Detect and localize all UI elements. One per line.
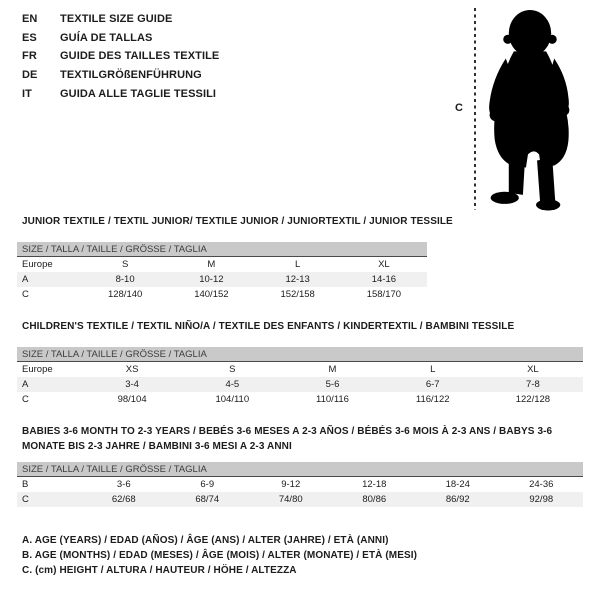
row-label: C — [22, 394, 29, 405]
size-cell: 12-13 — [285, 274, 310, 285]
row-label: A — [22, 379, 29, 390]
size-cell: 14-16 — [371, 274, 397, 285]
size-cell: 80/86 — [362, 494, 387, 505]
language-label: TEXTILE SIZE GUIDE — [60, 13, 173, 26]
size-cell: 6-9 — [200, 479, 215, 490]
size-cell: 74/80 — [278, 494, 303, 505]
size-header-band: SIZE / TALLA / TAILLE / GRÖSSE / TAGLIA — [17, 347, 583, 362]
size-cell: 18-24 — [445, 479, 470, 490]
row-label: Europe — [22, 364, 53, 375]
footnote-b: B. AGE (MONTHS) / EDAD (MESES) / ÂGE (MOIS) / ALTER (MONATE) / ETÀ (MESI) — [22, 550, 418, 561]
language-label: GUIDA ALLE TAGLIE TESSILI — [60, 87, 217, 100]
row-label: B — [22, 479, 29, 490]
size-cell: 158/170 — [366, 289, 402, 300]
language-code: FR — [22, 50, 37, 63]
size-header-band: SIZE / TALLA / TAILLE / GRÖSSE / TAGLIA — [17, 242, 427, 257]
size-cell: XS — [125, 364, 139, 375]
table-row — [17, 272, 427, 287]
language-row-en — [22, 10, 219, 29]
language-code: EN — [22, 13, 38, 26]
size-cell: 104/110 — [215, 394, 250, 405]
size-cell: XL — [378, 259, 390, 270]
language-label: GUIDE DES TAILLES TEXTILE — [60, 50, 220, 63]
size-cell: M — [207, 259, 216, 270]
size-cell: 116/122 — [415, 394, 450, 405]
junior-size-table — [17, 242, 427, 302]
language-code: IT — [22, 87, 32, 100]
footnote-a: A. AGE (YEARS) / EDAD (AÑOS) / ÂGE (ANS) / ALTER (JAHRE) / ETÀ (ANNI) — [22, 535, 389, 546]
language-label: GUÍA DE TALLAS — [60, 31, 153, 44]
language-label: TEXTILGRÖßENFÜHRUNG — [60, 69, 202, 82]
size-cell: 68/74 — [195, 494, 220, 505]
babies-size-table — [17, 462, 583, 507]
table-row — [17, 492, 583, 507]
size-cell: S — [121, 259, 129, 270]
table-row — [17, 477, 583, 492]
size-cell: 62/68 — [111, 494, 136, 505]
size-cell: M — [328, 364, 337, 375]
size-cell: 8-10 — [115, 274, 135, 285]
size-cell: 140/152 — [194, 289, 229, 300]
baby-silhouette-icon — [481, 6, 583, 214]
language-header — [22, 10, 219, 103]
footnote-c: C. (cm) HEIGHT / ALTURA / HAUTEUR / HÖHE / ALTEZZA — [22, 565, 297, 576]
babies-table-title: BABIES 3-6 MONTH TO 2-3 YEARS / BEBÉS 3-6 MESES A 2-3 AÑOS / BÉBÉS 3-6 MOIS À 2-3 ANS / BABYS 3-6 MONATE BIS 2-3 JAHRE / BAMBINI 3-6 MESI A 2-3 ANNI — [22, 426, 553, 452]
children-table-title: CHILDREN'S TEXTILE / TEXTIL NIÑO/A / TEXTILE DES ENFANTS / KINDERTEXTIL / BAMBINI TESSILE — [22, 321, 515, 332]
language-row-es — [22, 29, 219, 48]
size-header-band: SIZE / TALLA / TAILLE / GRÖSSE / TAGLIA — [17, 462, 583, 477]
size-cell: 110/116 — [316, 394, 349, 405]
size-cell: 122/128 — [515, 394, 551, 405]
junior-table-title: JUNIOR TEXTILE / TEXTIL JUNIOR/ TEXTILE JUNIOR / JUNIORTEXTIL / JUNIOR TESSILE — [22, 216, 453, 227]
size-cell: 6-7 — [425, 379, 440, 390]
size-cell: 92/98 — [529, 494, 554, 505]
language-code: ES — [22, 31, 37, 44]
language-row-fr — [22, 47, 219, 66]
row-label: C — [22, 494, 29, 505]
language-row-de — [22, 66, 219, 85]
size-cell: 4-5 — [225, 379, 240, 390]
size-cell: 152/158 — [280, 289, 315, 300]
table-row — [17, 362, 583, 377]
table-row — [17, 377, 583, 392]
size-cell: L — [294, 259, 301, 270]
size-cell: 128/140 — [107, 289, 143, 300]
size-cell: S — [229, 364, 236, 375]
legend-footnotes — [22, 533, 417, 578]
size-cell: 98/104 — [117, 394, 147, 405]
size-cell: L — [430, 364, 436, 375]
language-row-it — [22, 84, 219, 103]
baby-figure — [448, 4, 598, 216]
height-marker-label: C — [455, 102, 463, 114]
size-cell: XL — [527, 364, 539, 375]
size-cell: 86/92 — [445, 494, 470, 505]
height-marker-line — [474, 8, 476, 210]
language-code: DE — [22, 69, 38, 82]
row-label: A — [22, 274, 29, 285]
size-cell: 3-6 — [116, 479, 131, 490]
size-cell: 10-12 — [199, 274, 224, 285]
size-cell: 24-36 — [529, 479, 554, 490]
size-cell: 7-8 — [526, 379, 540, 390]
size-cell: 9-12 — [281, 479, 301, 490]
children-size-table — [17, 347, 583, 407]
table-row — [17, 287, 427, 302]
row-label: Europe — [22, 259, 53, 270]
size-cell: 3-4 — [125, 379, 139, 390]
table-row — [17, 392, 583, 407]
row-label: C — [22, 289, 29, 300]
size-cell: 5-6 — [325, 379, 340, 390]
size-cell: 12-18 — [362, 479, 387, 490]
table-row — [17, 257, 427, 272]
